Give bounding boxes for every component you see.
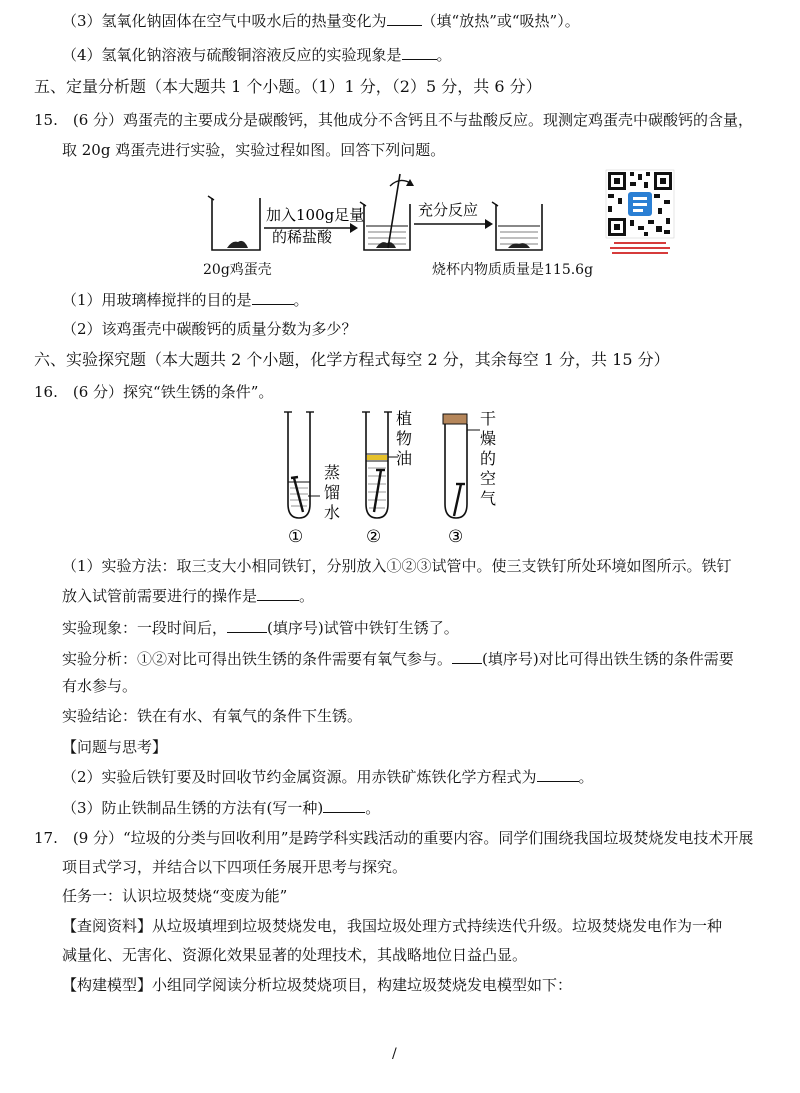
q16-part2-tail: 。 (578, 768, 594, 786)
test-tube-3 (443, 414, 480, 518)
q16-part3-text: （3）防止铁制品生锈的方法有(写一种) (62, 799, 324, 817)
label-air-5: 气 (480, 489, 497, 508)
label-air-1: 干 (480, 409, 497, 428)
q17-task1: 任务一：认识垃圾焚烧“变废为能” (62, 887, 288, 905)
q14-part3 (62, 10, 580, 31)
answer-blank[interactable] (452, 648, 482, 664)
q17-stem-line1: 17. (9 分）“垃圾的分类与回收利用”是跨学科实践活动的重要内容。同学们围绕我国垃圾焚烧发电技术开展 (34, 829, 754, 847)
label-oil-1: 植 (396, 409, 413, 428)
q16-method-tail: 。 (299, 587, 315, 605)
tube-1-number: ① (288, 527, 304, 547)
q16-phenomenon-tail: (填序号)试管中铁钉生锈了。 (267, 619, 459, 637)
q16-phenomenon (62, 617, 459, 638)
iron-nail (454, 484, 461, 516)
iron-nail (294, 478, 303, 512)
q16-test-tubes-figure (270, 408, 510, 550)
q16-think-heading: 【问题与思考】 (62, 738, 168, 756)
label-water-3: 水 (324, 503, 341, 522)
caption-eggshell-mass: 20g鸡蛋壳 (203, 262, 272, 278)
q16-method-line1: （1）实验方法：取三支大小相同铁钉，分别放入①②③试管中。使三支铁钉所处环境如图所示。铁钉 (62, 557, 732, 575)
q16-method-text: 放入试管前需要进行的操作是 (62, 587, 258, 605)
beaker-eggshell (208, 196, 260, 250)
test-tube-2 (362, 412, 398, 518)
q17-model: 【构建模型】小组同学阅读分析垃圾焚烧项目，构建垃圾焚烧发电模型如下： (62, 976, 573, 994)
glass-rod (388, 174, 400, 248)
page-number: / (392, 1046, 397, 1062)
q16-method-line2 (62, 585, 314, 606)
qr-code-icon (604, 168, 676, 264)
label-water-1: 蒸 (324, 463, 341, 482)
test-tube-1 (284, 412, 320, 518)
q17-stem-line2: 项目式学习，并结合以下四项任务展开思考与探究。 (62, 858, 408, 876)
q16-analysis-text: 实验分析：①②对比可得出铁生锈的条件需要有氧气参与。 (62, 650, 453, 668)
caption-beaker-mass: 烧杯内物质质量是115.6g (432, 262, 594, 278)
q16-part3-tail: 。 (365, 799, 381, 817)
q16-analysis-line1 (62, 648, 734, 669)
label-air-3: 的 (480, 449, 497, 468)
q16-stem: 16. (6 分）探究“铁生锈的条件”。 (34, 383, 274, 401)
q16-conclusion: 实验结论：铁在有水、有氧气的条件下生锈。 (62, 707, 363, 725)
beaker-after-reaction (492, 202, 542, 250)
q16-part2 (62, 766, 594, 787)
label-air-2: 燥 (480, 429, 497, 448)
q15-part1-text: （1）用玻璃棒搅拌的目的是 (62, 291, 252, 309)
section-5-title: 五、定量分析题（本大题共 1 个小题。（1）1 分，（2）5 分，共 6 分） (34, 77, 542, 96)
answer-blank[interactable] (387, 10, 422, 26)
label-oil-3: 油 (396, 449, 413, 468)
answer-blank[interactable] (252, 289, 294, 305)
stopper (443, 414, 467, 424)
answer-blank[interactable] (323, 797, 365, 813)
section-6-title: 六、实验探究题（本大题共 2 个小题，化学方程式每空 2 分，其余每空 1 分，共 15 分） (34, 350, 670, 369)
answer-blank[interactable] (227, 617, 267, 633)
answer-blank[interactable] (402, 44, 437, 60)
label-air-4: 空 (480, 469, 497, 488)
q14-part4-text: （4）氢氧化钠溶液与硫酸铜溶液反应的实验现象是 (62, 46, 402, 64)
q14-part4 (62, 44, 452, 65)
plant-oil-layer (367, 455, 387, 460)
q14-part3-tail: （填“放热”或“吸热”）。 (421, 12, 580, 30)
beaker-stirring (360, 174, 414, 250)
q16-phenomenon-text: 实验现象：一段时间后， (62, 619, 228, 637)
arrow1-label-line1: 加入100g足量 (266, 206, 365, 224)
q14-part3-text: （3）氢氧化钠固体在空气中吸水后的热量变化为 (62, 12, 387, 30)
arrow2-label: 充分反应 (418, 201, 479, 219)
q17-info-line1: 【查阅资料】从垃圾填埋到垃圾焚烧发电，我国垃圾处理方式持续迭代升级。垃圾焚烧发电作为一种 (62, 917, 723, 935)
q14-part4-tail: 。 (436, 46, 452, 64)
q16-part2-text: （2）实验后铁钉要及时回收节约金属资源。用赤铁矿炼铁化学方程式为 (62, 768, 537, 786)
tube-2-number: ② (366, 527, 382, 547)
label-water-2: 馏 (324, 483, 341, 502)
answer-blank[interactable] (537, 766, 579, 782)
tube-3-number: ③ (448, 527, 464, 547)
q15-part1 (62, 289, 309, 310)
answer-blank[interactable] (257, 585, 299, 601)
q17-info-line2: 减量化、无害化、资源化效果显著的处理技术，其战略地位日益凸显。 (62, 946, 528, 964)
q16-part3 (62, 797, 380, 818)
q15-stem-line1: 15. (6 分）鸡蛋壳的主要成分是碳酸钙，其他成分不含钙且不与盐酸反应。现测定鸡蛋壳中碳酸钙的含量， (34, 111, 754, 129)
q15-part1-tail: 。 (293, 291, 309, 309)
q15-stem-line2: 取 20g 鸡蛋壳进行实验，实验过程如图。回答下列问题。 (62, 141, 446, 159)
arrow1-label-line2: 的稀盐酸 (272, 228, 333, 246)
arrow-react (414, 219, 493, 229)
q15-part2: （2）该鸡蛋壳中碳酸钙的质量分数为多少？ (62, 320, 357, 338)
q16-analysis-tail: (填序号)对比可得出铁生锈的条件需要 (482, 650, 734, 668)
label-oil-2: 物 (396, 429, 413, 448)
q16-analysis-line2: 有水参与。 (62, 677, 138, 695)
